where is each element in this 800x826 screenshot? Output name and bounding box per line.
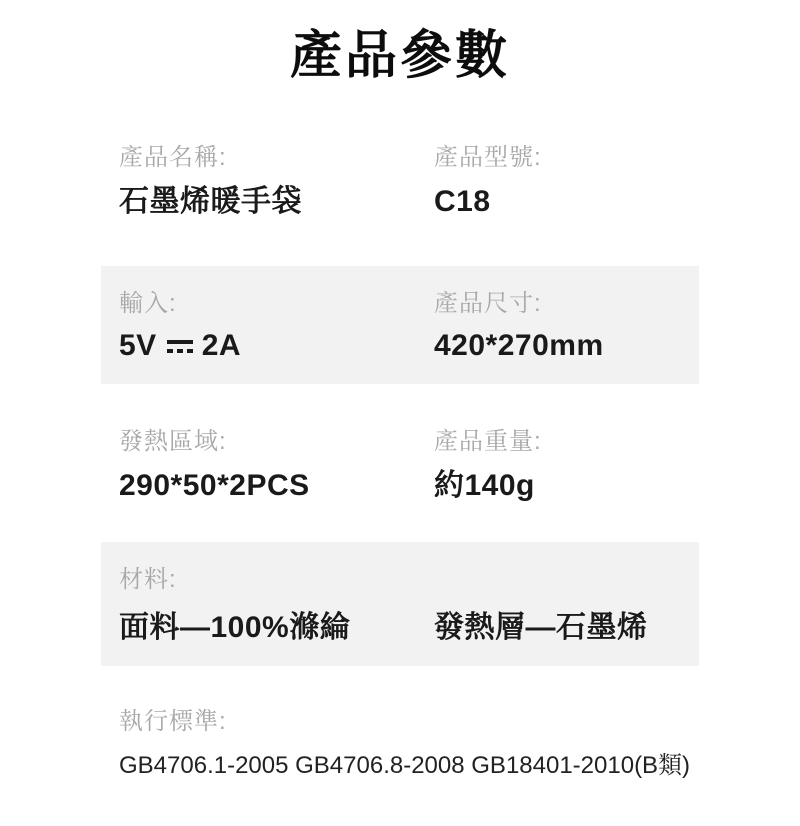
spec-row-name-model: [101, 142, 699, 222]
product-spec-sheet: [0, 26, 800, 826]
spec-cell-weight: [434, 426, 681, 506]
input-value: [119, 326, 434, 366]
standards-value: GB4706.1-2005 GB4706.8-2008 GB18401-2010(B類): [119, 752, 691, 779]
material-heating-layer-value: 發熱層—石墨烯: [434, 611, 648, 644]
product-name-label: 產品名稱:: [119, 144, 227, 171]
spec-cell-product-name: [119, 142, 434, 222]
product-model-label: 產品型號:: [434, 144, 542, 171]
input-current: 2A: [201, 329, 242, 362]
product-name-value: 石墨烯暖手袋: [119, 185, 302, 218]
spec-cell-product-model: [434, 142, 681, 222]
size-label: 產品尺寸:: [434, 290, 542, 317]
size-value: 420*270mm: [434, 329, 604, 362]
weight-value: 約140g: [434, 469, 535, 502]
heating-area-label: 發熱區域:: [119, 428, 227, 455]
spec-cell-input: [119, 288, 434, 366]
page-title: 產品參數: [289, 27, 510, 85]
product-model-value: C18: [434, 185, 491, 218]
weight-label: 產品重量:: [434, 428, 542, 455]
spec-row-standards: [101, 706, 699, 782]
input-label: 輸入:: [119, 290, 177, 317]
heating-area-value: 290*50*2PCS: [119, 469, 310, 502]
spec-row-heating-weight: [101, 426, 699, 506]
spec-cell-size: [434, 288, 681, 366]
input-voltage: 5V: [119, 329, 157, 362]
material-label: 材料:: [119, 566, 177, 593]
standards-label: 執行標準:: [119, 708, 227, 735]
spec-cell-heating-area: [119, 426, 434, 506]
material-fabric-value: 面料—100%滌綸: [119, 611, 351, 644]
spec-row-material: [101, 542, 699, 666]
spec-row-input-size: [101, 266, 699, 384]
dc-power-icon: [167, 340, 193, 354]
